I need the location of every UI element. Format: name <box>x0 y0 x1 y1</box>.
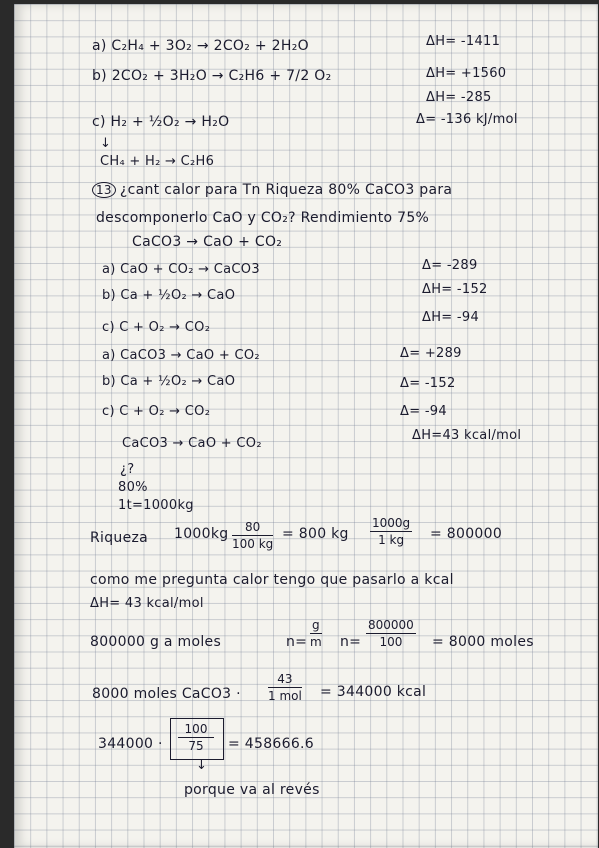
down-arrow-icon: ↓ <box>100 136 112 151</box>
enthalpy-a2: Δ= -289 <box>422 258 478 273</box>
problem-number: 13 <box>92 182 116 198</box>
final-frac-den: 75 <box>188 739 204 753</box>
conv-frac-den: 1 kg <box>378 533 405 547</box>
enthalpy-a3: Δ= +289 <box>400 346 462 361</box>
equation-b2: b) Ca + ½O₂ → CaO <box>102 288 236 303</box>
note-line: como me pregunta calor tengo que pasarlo a kcal <box>90 572 454 588</box>
moles-label: 800000 g a moles <box>90 634 222 650</box>
sum-equation: CaCO3 → CaO + CO₂ <box>122 436 262 451</box>
equation-a2: a) CaO + CO₂ → CaCO3 <box>102 262 260 277</box>
enthalpy-b2: ΔH= -152 <box>422 282 488 297</box>
kcal-result: = 344000 kcal <box>320 684 427 700</box>
n-fraction <box>310 618 322 649</box>
enthalpy-kcal: ΔH= 43 kcal/mol <box>90 596 204 611</box>
problem-13-line1 <box>92 182 452 198</box>
moles-result: = 8000 moles <box>432 634 534 650</box>
equation-c2: c) C + O₂ → CO₂ <box>102 320 211 335</box>
conv-frac-num: 1000g <box>372 516 411 530</box>
enthalpy-c2: ΔH= -94 <box>422 310 480 325</box>
enthalpy-b3: Δ= -152 <box>400 376 456 391</box>
kcal-frac-num: 43 <box>268 672 302 688</box>
equation-a3: a) CaCO3 → CaO + CO₂ <box>102 348 260 363</box>
equation-c1: c) H₂ + ½O₂ → H₂O <box>92 114 230 130</box>
enthalpy-a1: ΔH= -1411 <box>426 34 501 49</box>
percent: 80% <box>118 480 148 495</box>
reason-note: porque va al revés <box>184 782 320 798</box>
equation-b1: b) 2CO₂ + 3H₂O → C₂H6 + 7/2 O₂ <box>92 68 332 84</box>
down-arrow-icon-2: ↓ <box>196 758 208 773</box>
problem-text-1: ¿cant calor para Tn Riqueza 80% CaCO3 para <box>119 182 453 198</box>
final-result: = 458666.6 <box>228 736 314 752</box>
enthalpy-total: ΔH=43 kcal/mol <box>412 428 522 443</box>
equation-b3: b) Ca + ½O₂ → CaO <box>102 374 236 389</box>
riqueza-result-g: = 800000 <box>430 526 503 542</box>
question-mark: ¿? <box>120 462 135 477</box>
riqueza-fraction <box>232 520 273 551</box>
final-value: 344000 · <box>98 736 163 752</box>
enthalpy-c1: ΔH= -285 <box>426 90 492 105</box>
riqueza-result-kg: = 800 kg <box>282 526 349 542</box>
main-equation: CaCO3 → CaO + CO₂ <box>132 234 283 250</box>
equation-c3: c) C + O₂ → CO₂ <box>102 404 211 419</box>
n-fraction-2 <box>366 618 416 649</box>
enthalpy-c3: Δ= -94 <box>400 404 447 419</box>
kcal-frac-den: 1 mol <box>268 689 302 703</box>
n-frac-den: m <box>310 635 322 649</box>
riqueza-frac-den: 100 kg <box>232 537 274 551</box>
result-equation-1: CH₄ + H₂ → C₂H6 <box>100 154 215 169</box>
ton-conversion: 1t=1000kg <box>118 498 194 513</box>
conversion-fraction <box>370 516 412 547</box>
n-frac2-num: 800000 <box>368 618 414 632</box>
riqueza-label: Riqueza <box>90 530 149 546</box>
n-equals-2: n= <box>340 634 362 650</box>
n-equals: n= <box>286 634 308 650</box>
enthalpy-total1: Δ= -136 kJ/mol <box>416 112 518 127</box>
kcal-fraction <box>268 672 302 703</box>
final-frac-num: 100 <box>178 722 214 738</box>
enthalpy-b1: ΔH= +1560 <box>426 66 507 81</box>
kcal-label: 8000 moles CaCO3 · <box>92 686 241 702</box>
final-fraction <box>178 722 214 753</box>
riqueza-frac-num: 80 <box>232 520 273 536</box>
problem-13-line2: descomponerlo CaO y CO₂? Rendimiento 75% <box>96 210 430 226</box>
n-frac2-den: 100 <box>379 635 403 649</box>
n-frac-num: g <box>310 618 322 634</box>
equation-a1: a) C₂H₄ + 3O₂ → 2CO₂ + 2H₂O <box>92 38 309 54</box>
riqueza-mass: 1000kg <box>174 526 229 542</box>
notebook-page <box>14 4 598 848</box>
